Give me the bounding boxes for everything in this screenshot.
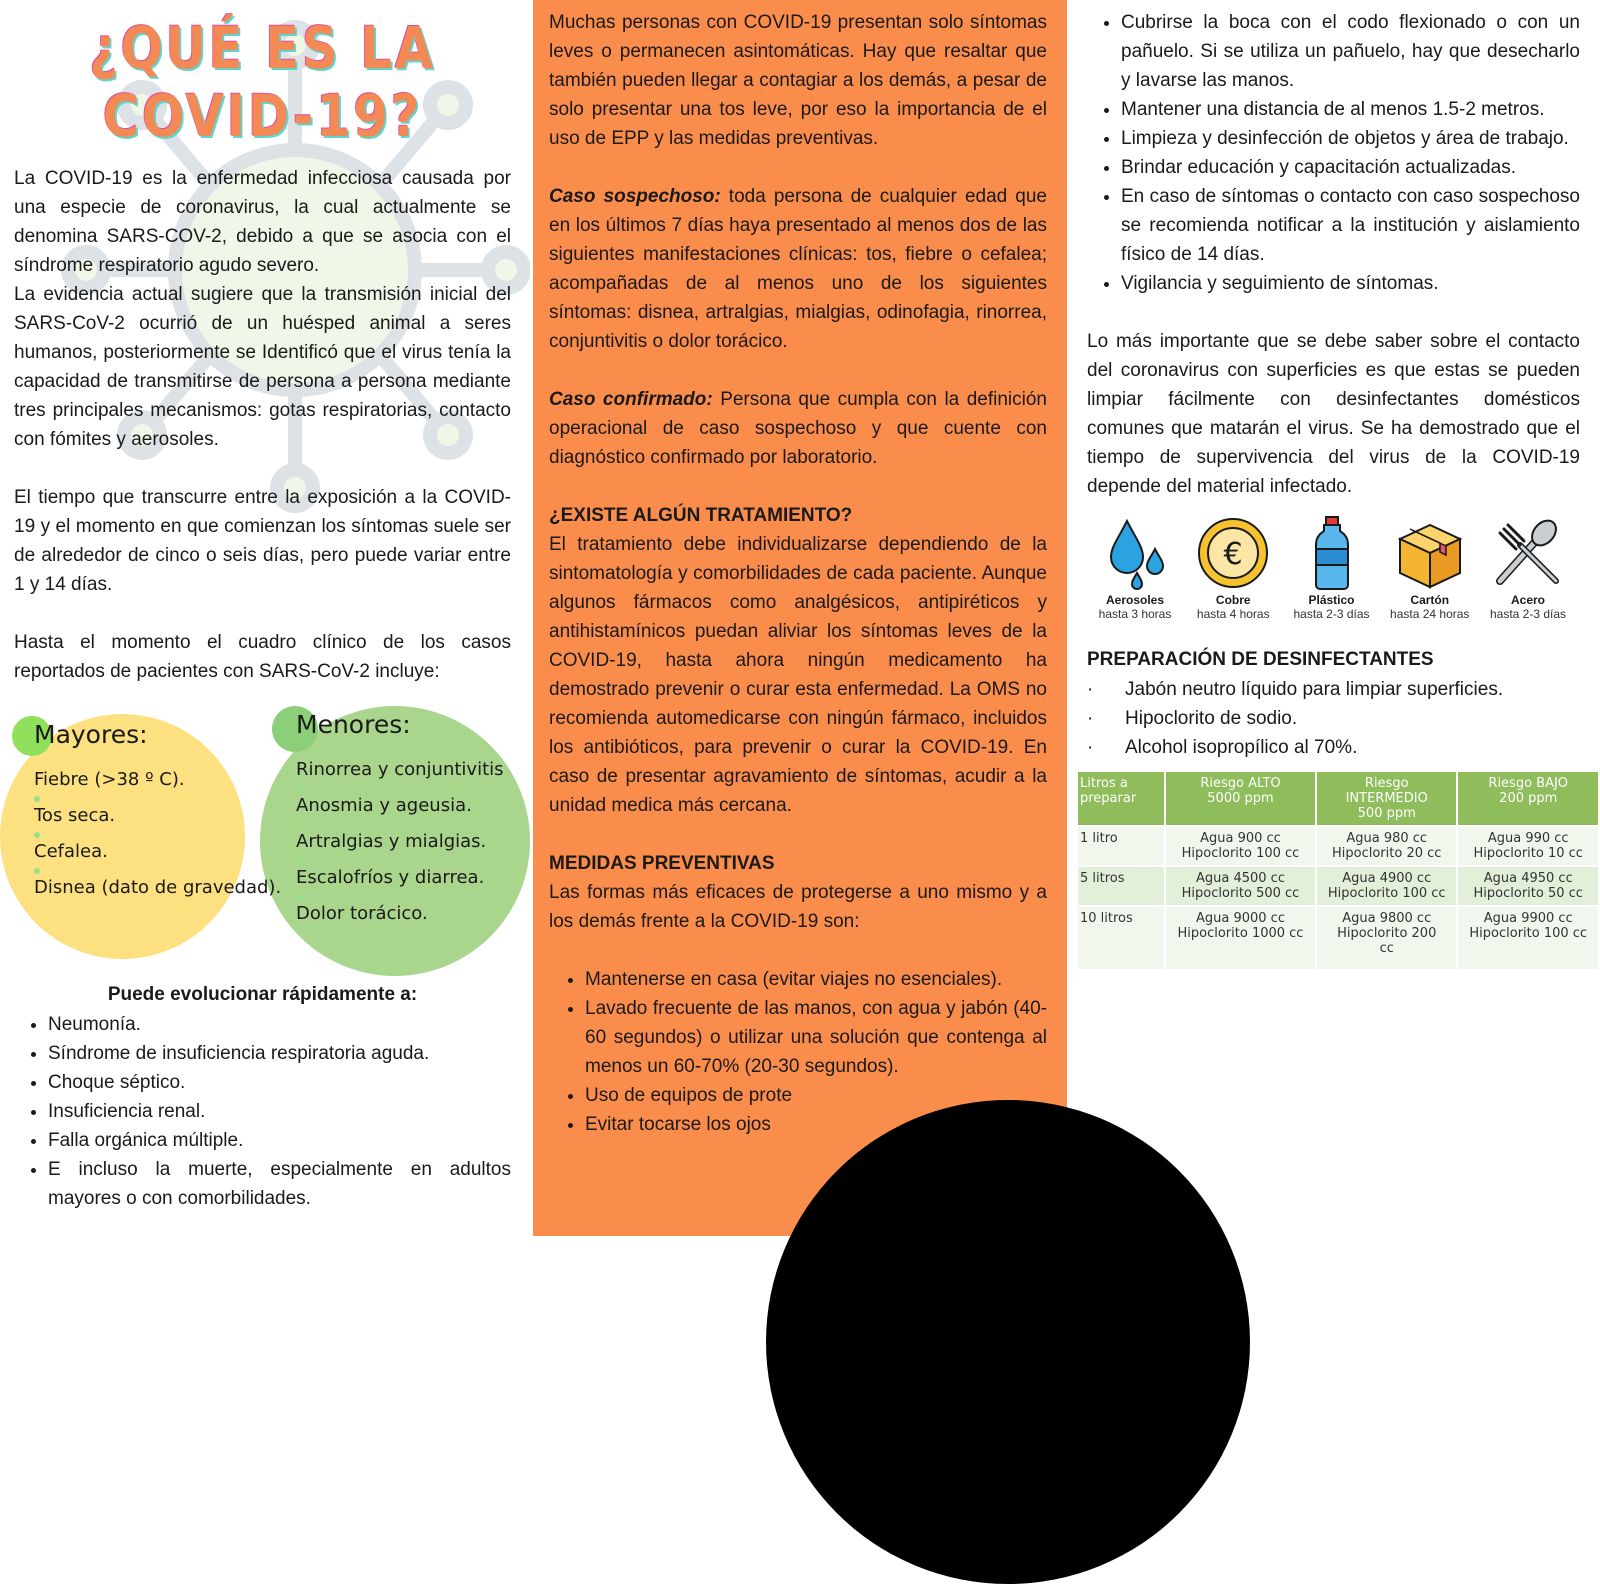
- surface-duration: hasta 2-3 días: [1489, 607, 1567, 621]
- fork-spoon-icon: [1490, 515, 1566, 591]
- table-cell: Agua 9000 cc Hipoclorito 1000 cc: [1165, 906, 1316, 969]
- dilution-table: [1078, 772, 1600, 969]
- prevention-intro: Las formas más eficaces de protegerse a uno mismo y a los demás frente a la COVID-19 son:: [549, 882, 1047, 932]
- table-header-intermediate: Riesgo INTERMEDIO 500 ppm: [1316, 772, 1458, 826]
- surface-name: Cartón: [1410, 593, 1450, 607]
- intro-paragraph: La COVID-19 es la enfermedad infecciosa causada por una especie de coronavirus, la cual actualmente se denomina SARS-COV-2, debido a que se asocia con el síndrome respiratorio agudo severo.: [14, 168, 511, 276]
- table-row: [1078, 906, 1599, 969]
- symptoms-bubbles: [0, 710, 511, 980]
- list-item: · Alcohol isopropílico al 70%.: [1087, 733, 1580, 762]
- right-column: [1067, 0, 1600, 1236]
- table-cell: Agua 900 cc Hipoclorito 100 cc: [1165, 826, 1316, 866]
- list-item: [585, 994, 1047, 1081]
- surface-name: Acero: [1510, 593, 1545, 607]
- table-cell: 10 litros: [1078, 906, 1165, 969]
- list-item: • Insuficiencia renal.: [48, 1097, 511, 1126]
- black-circle-decoration: [766, 1100, 1250, 1584]
- evolve-list: [14, 1010, 511, 1213]
- surfaces-paragraph: Lo más importante que se debe saber sobre el contacto del coronavirus con superficies es que estas se pueden limpiar fácilmente con desinfectantes domésticos comunes que matarán el virus. Se ha demostrado que el tiempo de supervivencia del virus de la COVID-19 depende del material infectado.: [1087, 331, 1580, 497]
- menores-list: [296, 756, 504, 936]
- incubation-paragraph: El tiempo que transcurre entre la exposición a la COVID-19 y el momento en que comienzan los síntomas suele ser de alrededor de cinco o seis días, pero puede variar entre 1 y 14 días.: [14, 487, 511, 595]
- confirmed-case-paragraph: [549, 385, 1047, 472]
- list-item: · Jabón neutro líquido para limpiar superficies.: [1087, 675, 1580, 704]
- surface-name: Cobre: [1215, 593, 1251, 607]
- list-item: Rinorrea y conjuntivitis: [296, 759, 504, 780]
- prevention-heading: MEDIDAS PREVENTIVAS: [549, 853, 775, 874]
- handwash-duration: (20-30 segundos).: [744, 1056, 899, 1077]
- surface-name: Plástico: [1308, 593, 1355, 607]
- page-title: ¿QUÉ ES LA COVID-19?: [89, 14, 436, 150]
- evidence-paragraph: La evidencia actual sugiere que la transmisión inicial del SARS-CoV-2 ocurrió de un huésped animal a seres humanos, posteriormente se Identificó que el virus tenía la capacidad de transmitirse de persona a persona mediante tres principales mecanismos: gotas respiratorias, contacto con fómites y aerosoles.: [14, 284, 511, 450]
- treatment-paragraph: El tratamiento debe individualizarse dependiendo de la sintomatología y comorbilidades de cada paciente. Aunque algunos fármacos como analgésicos, antipiréticos y antihistamínicos puedan aliviar los síntomas leves de la COVID-19, hasta ahora ningún medicamento ha demostrado prevenir o curar esta enfermedad. La OMS no recomienda automedicarse con ningún fármaco, incluidos los antibióticos, para prevenir o curar la COVID-19. En caso de presentar agravamiento de síntomas, acudir a la unidad medica más cercana.: [549, 534, 1047, 816]
- list-item: • Falla orgánica múltiple.: [48, 1126, 511, 1155]
- list-item: Escalofríos y diarrea.: [296, 864, 504, 900]
- table-cell: Agua 4500 cc Hipoclorito 500 cc: [1165, 866, 1316, 906]
- surface-item-aerosoles: [1087, 515, 1183, 621]
- list-item: Cefalea.: [34, 838, 281, 874]
- evolve-title: Puede evolucionar rápidamente a:: [107, 984, 418, 1005]
- surface-item-plastico: [1284, 515, 1380, 621]
- list-item: • Síndrome de insuficiencia respiratoria aguda.: [48, 1039, 511, 1068]
- list-item: • Brindar educación y capacitación actualizadas.: [1121, 153, 1580, 182]
- svg-text:€: €: [1223, 537, 1243, 572]
- list-item: • Cubrirse la boca con el codo flexionado o con un pañuelo. Si se utiliza un pañuelo, hay que desecharlo y lavarse las manos.: [1121, 8, 1580, 95]
- table-row: [1078, 826, 1599, 866]
- list-item: • En caso de síntomas o contacto con caso sospechoso se recomienda notificar a la institución y aislamiento físico de 14 días.: [1121, 182, 1580, 269]
- asymptomatic-paragraph: Muchas personas con COVID-19 presentan solo síntomas leves o permanecen asintomáticas. Hay que resaltar que también pueden llegar a contagiar a los demás, a pesar de solo presentar una tos leve, por eso la importancia de el uso de EPP y las medidas preventivas.: [549, 12, 1047, 149]
- surface-item-acero: [1480, 515, 1576, 621]
- mayores-title: Mayores:: [34, 720, 148, 749]
- list-item: Tos seca.: [34, 802, 281, 838]
- suspect-case-label: Caso sospechoso:: [549, 186, 721, 207]
- menores-title: Menores:: [296, 710, 411, 739]
- table-header-liters: Litros a preparar: [1078, 772, 1165, 826]
- list-item: • Choque séptico.: [48, 1068, 511, 1097]
- table-cell: Agua 4950 cc Hipoclorito 50 cc: [1457, 866, 1599, 906]
- list-item: Anosmia y ageusia.: [296, 792, 504, 828]
- suspect-case-paragraph: [549, 182, 1047, 356]
- list-item: • Mantenerse en casa (evitar viajes no esenciales).: [585, 965, 1047, 994]
- table-cell: Agua 980 cc Hipoclorito 20 cc: [1316, 826, 1458, 866]
- left-column: [0, 0, 533, 1236]
- middle-column: [533, 0, 1067, 1236]
- euro-coin-icon: [1195, 515, 1271, 591]
- surface-item-cobre: [1185, 515, 1281, 621]
- surface-duration: hasta 3 horas: [1098, 607, 1172, 621]
- list-item: Disnea (dato de gravedad).: [34, 874, 281, 910]
- confirmed-case-label: Caso confirmado:: [549, 389, 713, 410]
- surface-item-carton: [1382, 515, 1478, 621]
- suspect-case-text: toda persona de cualquier edad que en los últimos 7 días haya presentado al menos dos de las siguientes manifestaciones clínicas: tos, fiebre o cefalea; acompañadas de al menos uno de los siguientes síntomas: disnea, artralgias, mialgias, odinofagia, rinorrea, conjuntivitis o dolor torácico.: [549, 186, 1047, 352]
- surface-duration: hasta 24 horas: [1390, 607, 1470, 621]
- disinfectant-heading: PREPARACIÓN DE DESINFECTANTES: [1087, 649, 1434, 670]
- table-cell: 5 litros: [1078, 866, 1165, 906]
- confirmed-case-text: Persona que cumpla con la definición operacional de caso sospechoso y que cuente con diagnóstico confirmado por laboratorio.: [549, 389, 1047, 468]
- mayores-list: [34, 766, 281, 910]
- list-item: • Evitar tocarse los ojos: [585, 1110, 1047, 1139]
- treatment-heading: ¿EXISTE ALGÚN TRATAMIENTO?: [549, 505, 853, 526]
- prevention-list-continued: [1087, 8, 1580, 298]
- table-cell: Agua 9800 cc Hipoclorito 200 cc: [1316, 906, 1458, 969]
- droplets-icon: [1097, 515, 1173, 591]
- surface-duration: hasta 4 horas: [1196, 607, 1270, 621]
- table-row: [1078, 866, 1599, 906]
- list-item: Artralgias y mialgias.: [296, 828, 504, 864]
- surfaces-icons-row: [1087, 515, 1580, 621]
- surface-duration: hasta 2-3 días: [1293, 607, 1370, 621]
- plastic-bottle-icon: [1294, 515, 1370, 591]
- table-cell: 1 litro: [1078, 826, 1165, 866]
- list-item: • Mantener una distancia de al menos 1.5-2 metros.: [1121, 95, 1580, 124]
- clinical-paragraph: Hasta el momento el cuadro clínico de los casos reportados de pacientes con SARS-CoV-2 incluye:: [14, 632, 511, 682]
- surface-name: Aerosoles: [1105, 593, 1165, 607]
- table-cell: Agua 4900 cc Hipoclorito 100 cc: [1316, 866, 1458, 906]
- table-cell: Agua 9900 cc Hipoclorito 100 cc: [1457, 906, 1599, 969]
- table-cell: Agua 990 cc Hipoclorito 10 cc: [1457, 826, 1599, 866]
- list-item: Fiebre (>38 º C).: [34, 769, 185, 790]
- handwash-text: Lavado frecuente de las manos, con agua y jabón (40-60 segundos) o utilizar una solución que contenga al menos un 60-70%: [585, 998, 1047, 1077]
- table-header-low: Riesgo BAJO 200 ppm: [1457, 772, 1599, 826]
- list-item: • E incluso la muerte, especialmente en adultos mayores o con comorbilidades.: [48, 1155, 511, 1213]
- cardboard-box-icon: [1392, 515, 1468, 591]
- table-header-high: Riesgo ALTO 5000 ppm: [1165, 772, 1316, 826]
- list-item: • Vigilancia y seguimiento de síntomas.: [1121, 269, 1580, 298]
- disinfectant-list: [1087, 675, 1580, 762]
- list-item: • Neumonía.: [48, 1010, 511, 1039]
- list-item: • Uso de equipos de prote: [585, 1081, 1047, 1110]
- list-item: Dolor torácico.: [296, 900, 504, 936]
- table-header-row: [1078, 772, 1599, 826]
- list-item: • Limpieza y desinfección de objetos y área de trabajo.: [1121, 124, 1580, 153]
- list-item: · Hipoclorito de sodio.: [1087, 704, 1580, 733]
